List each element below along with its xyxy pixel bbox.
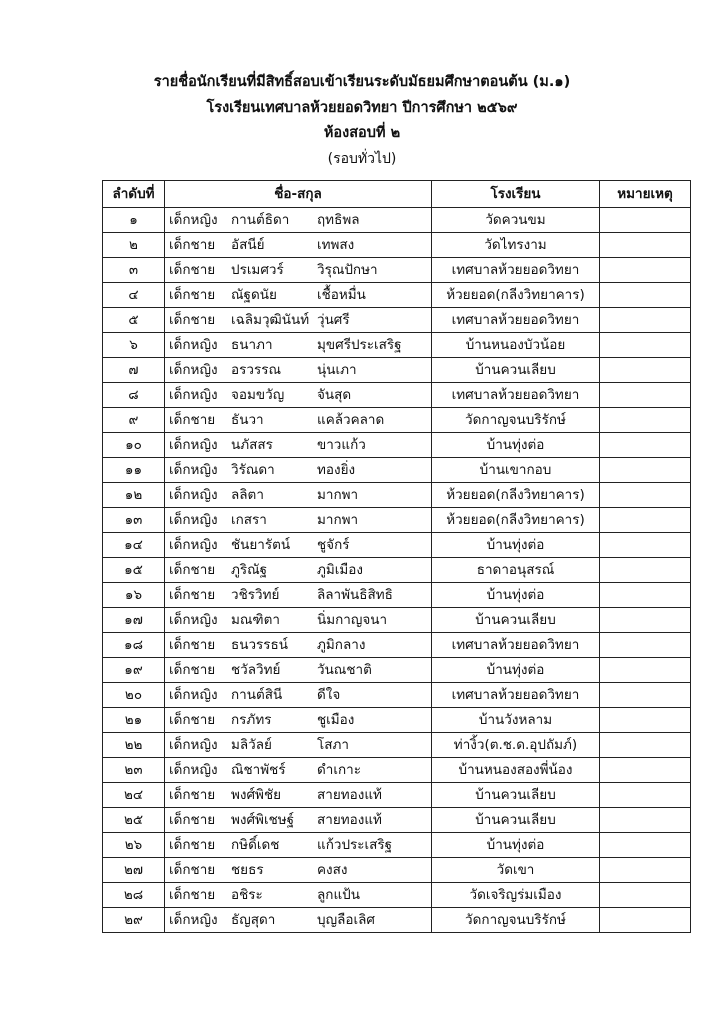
name-prefix: เด็กหญิง [169,437,218,453]
first-name: มณฑิตา [231,612,280,628]
order-cell: ๙ [103,408,165,433]
last-name: ทองยิ่ง [317,462,356,478]
name-cell [165,883,432,908]
note-cell [600,608,691,633]
note-cell [600,858,691,883]
order-cell: ๒๒ [103,733,165,758]
table-row [103,508,691,533]
table-body [103,208,691,933]
first-name: จอมขวัญ [231,387,285,403]
order-cell: ๑๓ [103,508,165,533]
last-name: นิ่มกาญจนา [317,612,388,628]
order-cell: ๖ [103,333,165,358]
table-header-row [103,181,691,208]
first-name: ภูริณัฐ [231,562,268,578]
order-cell: ๓ [103,258,165,283]
title-line-2: โรงเรียนเทศบาลห้วยยอดวิทยา ปีการศึกษา ๒๕๖๙ [206,99,518,116]
order-cell: ๒๔ [103,783,165,808]
first-name: วิรัณดา [231,462,275,478]
header-name: ชื่อ-สกุล [165,181,432,208]
name-cell [165,633,432,658]
last-name: จันสุด [317,387,352,403]
name-cell [165,733,432,758]
school-cell: บ้านวังหลาม [432,708,600,733]
name-prefix: เด็กชาย [169,587,216,603]
school-cell: วัดไทรงาม [432,233,600,258]
order-cell: ๑๑ [103,458,165,483]
school-cell: บ้านควนเลียบ [432,358,600,383]
name-prefix: เด็กชาย [169,662,216,678]
name-cell [165,233,432,258]
name-cell [165,308,432,333]
table-row [103,783,691,808]
name-prefix: เด็กหญิง [169,537,218,553]
last-name: ดำเกาะ [317,762,361,778]
subtitle: (รอบทั่วไป) [327,150,397,167]
last-name: เทพสง [317,237,355,253]
first-name: ปรเมศวร์ [231,262,284,278]
name-prefix: เด็กหญิง [169,212,218,228]
school-cell: เทศบาลห้วยยอดวิทยา [432,258,600,283]
note-cell [600,333,691,358]
note-cell [600,283,691,308]
order-cell: ๑๗ [103,608,165,633]
order-cell: ๒๘ [103,883,165,908]
order-cell: ๗ [103,358,165,383]
note-cell [600,208,691,233]
name-cell [165,808,432,833]
first-name: พงศ์พิเชษฐ์ [231,812,295,828]
school-cell: เทศบาลห้วยยอดวิทยา [432,383,600,408]
header-order: ลำดับที่ [103,181,165,208]
school-cell: เทศบาลห้วยยอดวิทยา [432,308,600,333]
name-cell [165,458,432,483]
last-name: นุ่นเภา [317,362,357,378]
order-cell: ๒๐ [103,683,165,708]
order-cell: ๒๓ [103,758,165,783]
first-name: นภัสสร [231,437,273,453]
note-cell [600,583,691,608]
first-name: ชยธร [231,862,264,878]
last-name: ลิลาพันธิสิทธิ [317,587,393,603]
school-cell: บ้านหนองสองพี่น้อง [432,758,600,783]
order-cell: ๑๔ [103,533,165,558]
last-name: สายทองแท้ [317,812,382,828]
school-cell: วัดเจริญร่มเมือง [432,883,600,908]
note-cell [600,733,691,758]
name-cell [165,283,432,308]
name-cell [165,433,432,458]
name-prefix: เด็กชาย [169,237,216,253]
name-cell [165,408,432,433]
order-cell: ๒ [103,233,165,258]
first-name: ณิชาพัชร์ [231,762,286,778]
document-header [0,70,724,171]
school-cell: บ้านหนองบัวน้อย [432,333,600,358]
school-cell: วัดกาญจนบริรักษ์ [432,908,600,933]
last-name: ชูเมือง [317,712,355,728]
order-cell: ๒๙ [103,908,165,933]
note-cell [600,458,691,483]
last-name: สายทองแท้ [317,787,382,803]
name-prefix: เด็กหญิง [169,612,218,628]
name-prefix: เด็กชาย [169,312,216,328]
first-name: พงศ์พิชัย [231,787,282,803]
name-cell [165,758,432,783]
table-row [103,383,691,408]
table-row [103,258,691,283]
school-cell: บ้านทุ่งต่อ [432,533,600,558]
first-name: เฉลิมวุฒินันท์ [231,312,310,328]
order-cell: ๕ [103,308,165,333]
school-cell: ธาดาอนุสรณ์ [432,558,600,583]
header-note: หมายเหตุ [600,181,691,208]
name-prefix: เด็กชาย [169,837,216,853]
last-name: บุญลือเลิศ [317,912,375,928]
name-prefix: เด็กหญิง [169,762,218,778]
order-cell: ๑๕ [103,558,165,583]
name-prefix: เด็กชาย [169,862,216,878]
name-prefix: เด็กชาย [169,287,216,303]
school-cell: บ้านทุ่งต่อ [432,833,600,858]
table-row [103,558,691,583]
school-cell: ห้วยยอด(กลีงวิทยาคาร) [432,483,600,508]
table-row [103,358,691,383]
table-row [103,758,691,783]
name-cell [165,258,432,283]
name-cell [165,833,432,858]
note-cell [600,233,691,258]
first-name: อรวรรณ [231,362,281,378]
school-cell: บ้านทุ่งต่อ [432,583,600,608]
name-cell [165,683,432,708]
table-row [103,683,691,708]
first-name: ธนาภา [231,337,273,353]
name-prefix: เด็กหญิง [169,687,218,703]
name-prefix: เด็กหญิง [169,462,218,478]
last-name: มุขศรีประเสริฐ [317,337,402,353]
table-row [103,283,691,308]
table-row [103,208,691,233]
first-name: กษิดิ์เดช [231,837,280,853]
last-name: มากพา [317,487,359,503]
first-name: ธนวรรธน์ [231,637,289,653]
school-cell: ท่างิ้ว(ต.ช.ด.อุปถัมภ์) [432,733,600,758]
table-row [103,708,691,733]
note-cell [600,358,691,383]
order-cell: ๑๖ [103,583,165,608]
name-cell [165,533,432,558]
order-cell: ๘ [103,383,165,408]
school-cell: บ้านควนเลียบ [432,808,600,833]
name-cell [165,583,432,608]
first-name: ชวัลวิทย์ [231,662,281,678]
name-cell [165,858,432,883]
first-name: วชิรวิทย์ [231,587,280,603]
school-cell: บ้านทุ่งต่อ [432,658,600,683]
note-cell [600,433,691,458]
name-prefix: เด็กหญิง [169,487,218,503]
table-row [103,908,691,933]
note-cell [600,508,691,533]
name-cell [165,908,432,933]
note-cell [600,258,691,283]
school-cell: บ้านเขากอบ [432,458,600,483]
table-row [103,583,691,608]
name-cell [165,658,432,683]
name-prefix: เด็กชาย [169,787,216,803]
school-cell: วัดกาญจนบริรักษ์ [432,408,600,433]
table-row [103,658,691,683]
name-prefix: เด็กชาย [169,812,216,828]
table-row [103,408,691,433]
name-prefix: เด็กชาย [169,887,216,903]
table-row [103,433,691,458]
order-cell: ๒๗ [103,858,165,883]
name-prefix: เด็กชาย [169,637,216,653]
note-cell [600,633,691,658]
name-cell [165,358,432,383]
last-name: แคล้วคลาด [317,412,385,428]
order-cell: ๑ [103,208,165,233]
table-row [103,608,691,633]
last-name: วิรุณปักษา [317,262,378,278]
name-cell [165,333,432,358]
school-cell: วัดเขา [432,858,600,883]
note-cell [600,783,691,808]
note-cell [600,533,691,558]
note-cell [600,883,691,908]
table-row [103,833,691,858]
first-name: อัสนีย์ [231,237,265,253]
title-line-3: ห้องสอบที่ ๒ [323,125,401,141]
school-cell: บ้านควนเลียบ [432,608,600,633]
table-row [103,308,691,333]
note-cell [600,308,691,333]
name-prefix: เด็กหญิง [169,912,218,928]
first-name: กานต์ธิดา [231,212,290,228]
table-row [103,458,691,483]
name-cell [165,383,432,408]
last-name: ฤทธิพล [317,212,360,228]
order-cell: ๑๐ [103,433,165,458]
first-name: ธัญสุดา [231,912,276,928]
name-prefix: เด็กชาย [169,412,216,428]
note-cell [600,658,691,683]
last-name: ชูจักร์ [317,537,350,553]
first-name: ชันยารัตน์ [231,537,291,553]
name-prefix: เด็กหญิง [169,362,218,378]
first-name: เกสรา [231,512,267,528]
name-prefix: เด็กชาย [169,562,216,578]
school-cell: ห้วยยอด(กลีงวิทยาคาร) [432,508,600,533]
school-cell: ห้วยยอด(กลีงวิทยาคาร) [432,283,600,308]
first-name: มลิวัลย์ [231,737,272,753]
order-cell: ๒๑ [103,708,165,733]
last-name: ขาวแก้ว [317,437,366,453]
table-row [103,883,691,908]
note-cell [600,908,691,933]
name-prefix: เด็กชาย [169,712,216,728]
name-prefix: เด็กชาย [169,262,216,278]
first-name: ณัฐดนัย [231,287,277,303]
name-cell [165,208,432,233]
first-name: กานต์สินี [231,687,283,703]
table-row [103,633,691,658]
last-name: เชื้อหมื่น [317,287,366,303]
name-prefix: เด็กหญิง [169,737,218,753]
last-name: มากพา [317,512,359,528]
school-cell: เทศบาลห้วยยอดวิทยา [432,633,600,658]
last-name: คงสง [317,862,348,878]
name-cell [165,708,432,733]
table-row [103,333,691,358]
first-name: ลลิตา [231,487,264,503]
order-cell: ๑๙ [103,658,165,683]
first-name: อชิระ [231,887,263,903]
order-cell: ๔ [103,283,165,308]
note-cell [600,558,691,583]
order-cell: ๑๒ [103,483,165,508]
order-cell: ๒๖ [103,833,165,858]
school-cell: วัดควนขม [432,208,600,233]
name-prefix: เด็กหญิง [169,512,218,528]
note-cell [600,483,691,508]
name-prefix: เด็กหญิง [169,337,218,353]
header-school: โรงเรียน [432,181,600,208]
school-cell: เทศบาลห้วยยอดวิทยา [432,683,600,708]
last-name: วันณชาติ [317,662,372,678]
note-cell [600,758,691,783]
last-name: วุ่นศรี [317,312,350,328]
name-cell [165,483,432,508]
note-cell [600,708,691,733]
school-cell: บ้านทุ่งต่อ [432,433,600,458]
student-table [102,180,691,933]
name-cell [165,608,432,633]
note-cell [600,408,691,433]
last-name: ลูกแป้น [317,887,360,903]
table-row [103,733,691,758]
last-name: ภูมิกลาง [317,637,366,653]
table-row [103,533,691,558]
last-name: โสภา [317,737,349,753]
order-cell: ๒๕ [103,808,165,833]
table-row [103,233,691,258]
note-cell [600,808,691,833]
school-cell: บ้านควนเลียบ [432,783,600,808]
title-line-1: รายชื่อนักเรียนที่มีสิทธิ์สอบเข้าเรียนระดับมัธยมศึกษาตอนต้น (ม.๑) [153,74,571,90]
first-name: กรภัทร [231,712,272,728]
last-name: ดีใจ [317,687,341,703]
table-row [103,808,691,833]
note-cell [600,383,691,408]
last-name: ภูมิเมือง [317,562,364,578]
note-cell [600,833,691,858]
first-name: ธันวา [231,412,264,428]
name-cell [165,558,432,583]
name-prefix: เด็กหญิง [169,387,218,403]
order-cell: ๑๘ [103,633,165,658]
note-cell [600,683,691,708]
table-row [103,483,691,508]
name-cell [165,783,432,808]
last-name: แก้วประเสริฐ [317,837,393,853]
table-row [103,858,691,883]
name-cell [165,508,432,533]
